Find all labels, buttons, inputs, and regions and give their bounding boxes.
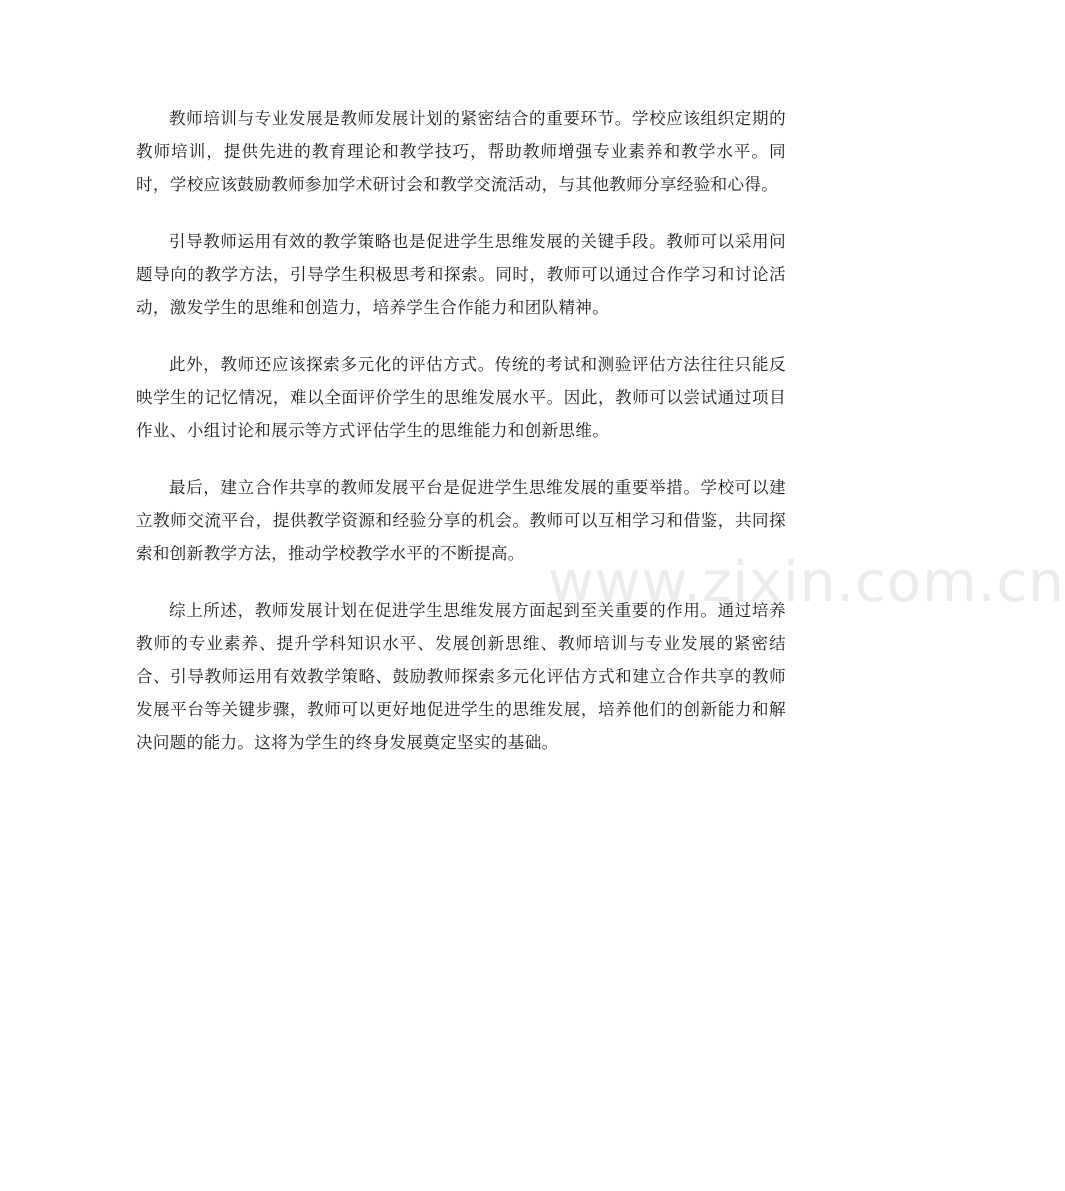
watermark: www.zixin.com.cn	[548, 550, 1065, 615]
paragraph-teaching-strategy: 引导教师运用有效的教学策略也是促进学生思维发展的关键手段。教师可以采用问题导向的教学方法，引导学生积极思考和探索。同时，教师可以通过合作学习和讨论活动，激发学生的思维和创造力，培养学生合作能力和团队精神。	[136, 232, 786, 317]
paragraph-training: 教师培训与专业发展是教师发展计划的紧密结合的重要环节。学校应该组织定期的教师培训，提供先进的教育理论和教学技巧，帮助教师增强专业素养和教学水平。同时，学校应该鼓励教师参加学术研讨会和教学交流活动，与其他教师分享经验和心得。	[136, 109, 786, 194]
paragraph-conclusion: 综上所述，教师发展计划在促进学生思维发展方面起到至关重要的作用。通过培养教师的专业素养、提升学科知识水平、发展创新思维、教师培训与专业发展的紧密结合、引导教师运用有效教学策略、鼓励教师探索多元化评估方式和建立合作共享的教师发展平台等关键步骤，教师可以更好地促进学生的思维发展，培养他们的创新能力和解决问题的能力。这将为学生的终身发展奠定坚实的基础。	[136, 601, 786, 752]
document-body	[136, 102, 786, 783]
paragraph-platform: 最后，建立合作共享的教师发展平台是促进学生思维发展的重要举措。学校可以建立教师交流平台，提供教学资源和经验分享的机会。教师可以互相学习和借鉴，共同探索和创新教学方法，推动学校教学水平的不断提高。	[136, 478, 786, 563]
paragraph-assessment: 此外，教师还应该探索多元化的评估方式。传统的考试和测验评估方法往往只能反映学生的记忆情况，难以全面评价学生的思维发展水平。因此，教师可以尝试通过项目作业、小组讨论和展示等方式评估学生的思维能力和创新思维。	[136, 355, 786, 440]
